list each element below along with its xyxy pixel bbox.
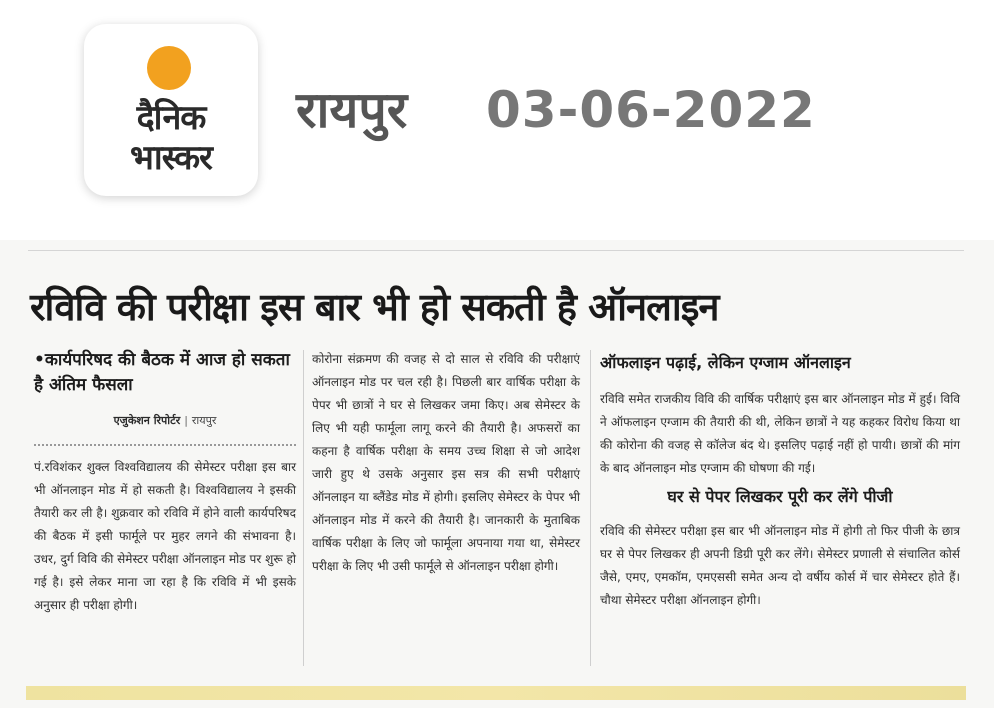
article-subhead: •कार्यपरिषद की बैठक में आज हो सकता है अंतिम फैसला [34,350,290,395]
column-divider-1 [303,350,304,666]
byline-reporter: एजुकेशन रिपोर्टर [113,414,181,427]
byline-separator: | [184,414,188,427]
column-divider-2 [590,350,591,666]
byline-dotted-divider [34,444,296,446]
edition-date: 03-06-2022 [486,81,816,139]
edition-city: रायपुर [296,81,408,139]
newspaper-logo [84,24,258,196]
logo-text-line2: भास्कर [130,138,212,178]
bottom-decorative-bar [26,686,966,700]
header-divider [28,250,964,251]
logo-text-line1: दैनिक [136,98,206,138]
section2-body: रविवि की सेमेस्टर परीक्षा इस बार भी ऑनलाइन मोड में होगी तो फिर पीजी के छात्र घर से पेपर लिखकर ही अपनी डिग्री पूरी कर लेंगे। सेमेस्टर प्रणाली से संचालित कोर्स जैसे, एमए, एमकॉम, एमएससी समेत अन्य दो वर्षीय कोर्स में चार सेमेस्टर होते हैं। चौथा सेमेस्टर परीक्षा ऑनलाइन होगी। [600,524,960,607]
section2-heading: घर से पेपर लिखकर पूरी कर लेंगे पीजी [667,487,893,506]
article-column-3 [600,348,960,612]
section1-body: रविवि समेत राजकीय विवि की वार्षिक परीक्षाएं इस बार ऑनलाइन मोड में हुई। विवि ने ऑफलाइन एग्जाम की तैयारी की थी, लेकिन छात्रों ने यह कहकर विरोध किया था की कोरोना की वजह से कॉलेज बंद थे। इसलिए पढ़ाई नहीं हो पायी। छात्रों की मांग के बाद ऑनलाइन मोड एग्जाम की घोषणा की गई। [600,392,960,475]
sun-logo-icon [147,46,191,90]
article-byline [34,412,296,430]
byline-city: रायपुर [191,414,217,427]
page-header [0,0,994,240]
article-column-2 [312,348,580,578]
column1-body: पं.रविशंकर शुक्ल विश्वविद्यालय की सेमेस्टर परीक्षा इस बार भी ऑनलाइन मोड में हो सकती है। विश्वविद्यालय ने इसकी तैयारी कर ली है। शुक्रवार को रविवि में होने वाली कार्यपरिषद की बैठक में इसी फार्मूले पर मुहर लगने की संभावना है। उधर, दुर्ग विवि की सेमेस्टर परीक्षा ऑनलाइन मोड पर शुरू हो गई है। इसे लेकर माना जा रहा है कि रविवि में भी इसके अनुसार ही परीक्षा होगी। [34,460,296,612]
article-headline: रविवि की परीक्षा इस बार भी हो सकती है ऑनलाइन [30,285,719,329]
column2-body: कोरोना संक्रमण की वजह से दो साल से रविवि की परीक्षाएं ऑनलाइन मोड पर चल रही है। पिछली बार वार्षिक परीक्षा के पेपर भी छात्रों ने घर से लिखकर जमा किए। अब सेमेस्टर के लिए भी यही फार्मूला लागू करने की तैयारी है। अफसरों का कहना है वार्षिक परीक्षा के समय उच्च शिक्षा से जो आदेश जारी हुए थे उसके अनुसार इस सत्र की सभी परीक्षाएं ऑनलाइन या ब्लैंडेड मोड में होगी। इसलिए सेमेस्टर के पेपर भी ऑनलाइन मोड में करने की तैयारी है। जानकारी के मुताबिक वार्षिक परीक्षा के लिए जो फार्मूला अपनाया गया था, सेमेस्टर परीक्षा के लिए भी उसी फार्मूले से ऑनलाइन परीक्षा होगी। [312,352,580,573]
section1-heading: ऑफलाइन पढ़ाई, लेकिन एग्जाम ऑनलाइन [600,353,851,372]
article-column-1 [34,348,296,617]
